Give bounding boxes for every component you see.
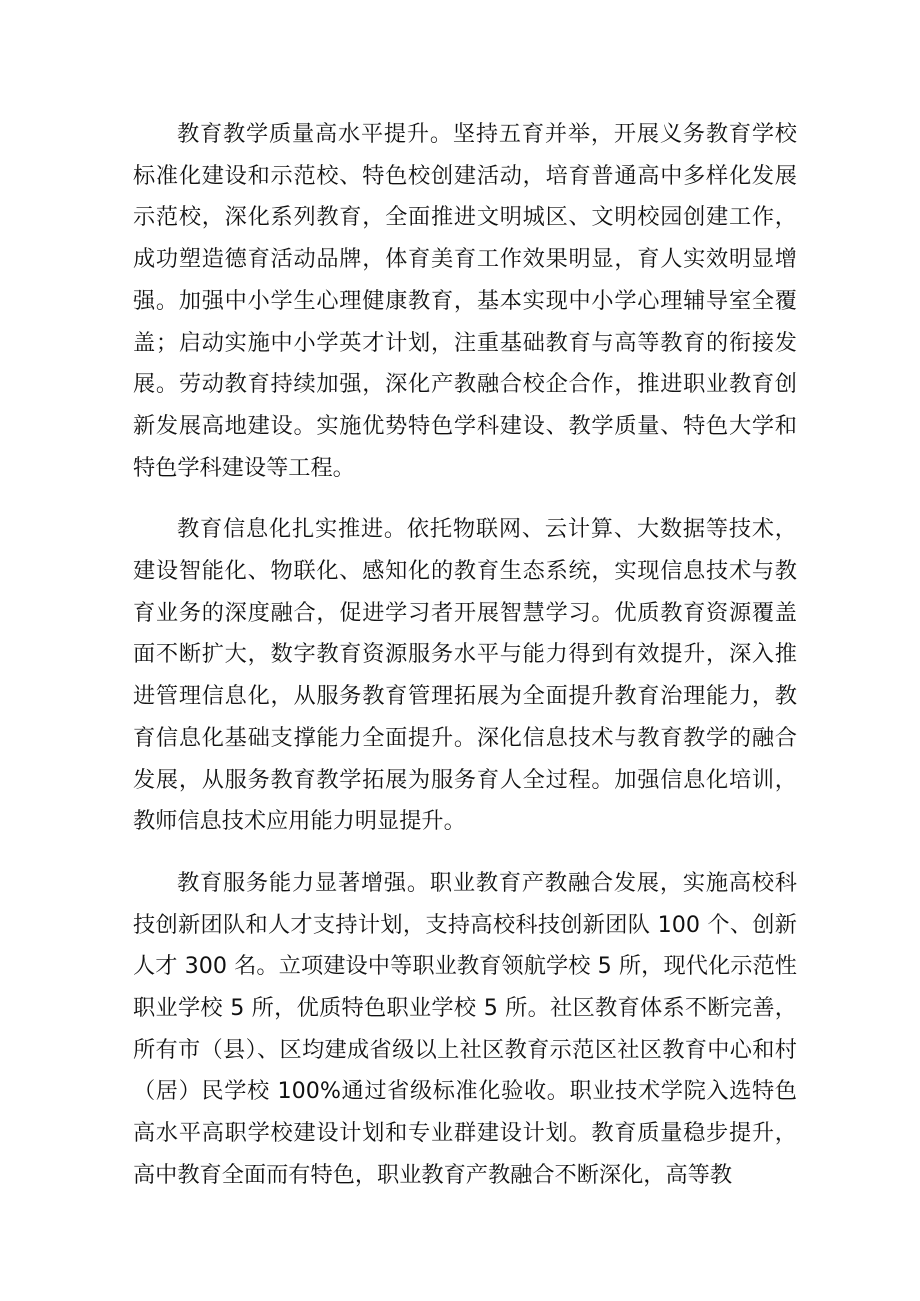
paragraph-education-quality: 教育教学质量高水平提升。坚持五育并举，开展义务教育学校标准化建设和示范校、特色校创建活动，培育普通高中多样化发展示范校，深化系列教育，全面推进文明城区、文明校园创建工作，成功塑造德育活动品牌，体育美育工作效果明显，育人实效明显增强。加强中小学生心理健康教育，基本实现中小学心理辅导室全覆盖；启动实施中小学英才计划，注重基础教育与高等教育的衔接发展。劳动教育持续加强，深化产教融合校企合作，推进职业教育创新发展高地建设。实施优势特色学科建设、教学质量、特色大学和特色学科建设等工程。 (133, 121, 797, 481)
document-body (133, 114, 797, 1217)
paragraph-education-service-capacity: 教育服务能力显著增强。职业教育产教融合发展，实施高校科技创新团队和人才支持计划，支持高校科技创新团队 100 个、创新人才 300 名。立项建设中等职业教育领航学校 5 所，现代化示范性职业学校 5 所，优质特色职业学校 5 所。社区教育体系不断完善，所有市（县）、区均建成省级以上社区教育示范区社区教育中心和村（居）民学校 100%通过省级标准化验收。职业技术学院入选特色高水平高职学校建设计划和专业群建设计划。教育质量稳步提升，高中教育全面而有特色，职业教育产教融合不断深化，高等教 (133, 869, 797, 1188)
paragraph-education-informatization: 教育信息化扎实推进。依托物联网、云计算、大数据等技术，建设智能化、物联化、感知化的教育生态系统，实现信息技术与教育业务的深度融合，促进学习者开展智慧学习。优质教育资源覆盖面不断扩大，数字教育资源服务水平与能力得到有效提升，深入推进管理信息化，从服务教育管理拓展为全面提升教育治理能力，教育信息化基础支撑能力全面提升。深化信息技术与教育教学的融合发展，从服务教育教学拓展为服务育人全过程。加强信息化培训，教师信息技术应用能力明显提升。 (133, 516, 797, 835)
